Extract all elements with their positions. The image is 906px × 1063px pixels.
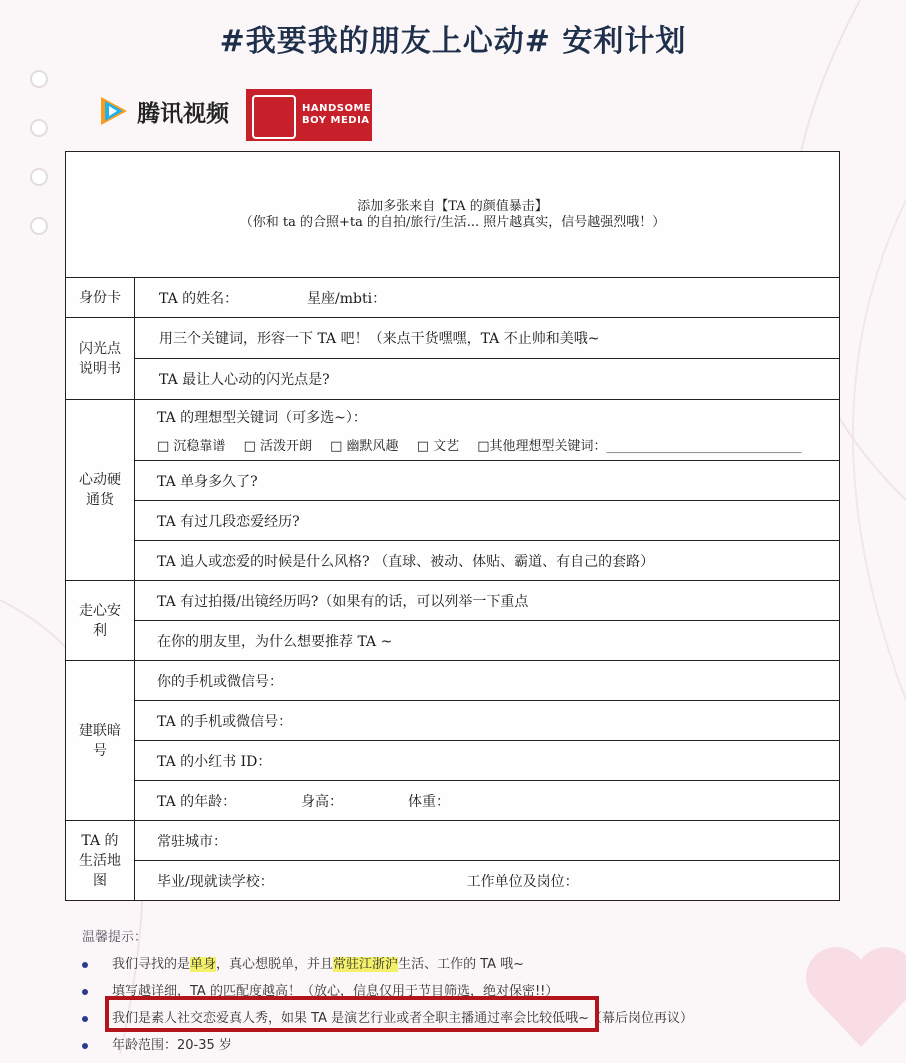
highlight-box xyxy=(105,996,599,1032)
label-recommend: 走心安利 xyxy=(66,581,135,661)
tencent-name: 腾讯视频 xyxy=(137,100,229,127)
ideal-type-field[interactable] xyxy=(135,400,840,461)
handsome-line2: BOY MEDIA xyxy=(302,115,370,126)
tencent-video-logo xyxy=(95,93,229,129)
tencent-play-icon xyxy=(95,93,131,129)
filming-experience-field[interactable]: TA 有过拍摄/出镜经历吗?（如果有的话，可以列举一下重点 xyxy=(135,581,840,621)
photo-line1: 添加多张来自【TA 的颜值暴击】 xyxy=(357,198,548,214)
seal-icon xyxy=(252,95,296,139)
tip-detail: 填写越详细，TA 的匹配度越高！（放心，信息仅用于节目筛选，绝对保密!!） xyxy=(82,982,693,1009)
label-heart: 心动硬通货 xyxy=(66,400,135,581)
name-zodiac-field[interactable] xyxy=(135,278,840,318)
option-other[interactable]: □其他理想型关键词：______________________________ xyxy=(477,438,802,454)
reason-field[interactable]: 在你的朋友里，为什么想要推荐 TA ~ xyxy=(135,621,840,661)
age-label: TA 的年龄： xyxy=(157,793,237,810)
job-label: 工作单位及岗位： xyxy=(466,873,579,890)
name-label: TA 的姓名： xyxy=(159,290,239,307)
heart-decoration-icon xyxy=(796,935,906,1055)
height-label: 身高： xyxy=(301,793,344,810)
label-id-card: 身份卡 xyxy=(66,278,135,318)
option-artsy[interactable]: □ 文艺 xyxy=(416,438,460,454)
zodiac-label: 星座/mbti： xyxy=(307,290,387,307)
tip1-highlight-single: 单身 xyxy=(190,957,217,972)
page-title: #我要我的朋友上心动# 安利计划 xyxy=(219,24,687,59)
photo-upload-area[interactable] xyxy=(66,152,840,278)
tip-show-type: 我们是素人社交恋爱真人秀，如果 TA 是演艺行业或者全职主播通过率会比较低哦~（幕后岗位再议） xyxy=(82,1009,693,1036)
label-flash: 闪光点说明书 xyxy=(66,318,135,400)
option-humor[interactable]: □ 幽默风趣 xyxy=(330,438,399,454)
tips-section xyxy=(82,926,693,1063)
application-form xyxy=(65,151,840,901)
tip1-part-c: ，真心想脱单，并且 xyxy=(216,957,334,972)
school-job-field[interactable] xyxy=(135,861,840,901)
ideal-type-label: TA 的理想型关键词（可多选~）： xyxy=(157,409,367,426)
city-field[interactable]: 常驻城市： xyxy=(135,821,840,861)
tip-age-range: 年龄范围：20-35 岁 xyxy=(82,1036,693,1063)
tip1-part-e: 生活、工作的 TA 哦~ xyxy=(398,957,525,972)
tip-single xyxy=(82,955,693,982)
ta-contact-field[interactable]: TA 的手机或微信号： xyxy=(135,701,840,741)
dating-style-field[interactable]: TA 追人或恋爱的时候是什么风格? （直球、被动、体贴、霸道、有自己的套路） xyxy=(135,541,840,581)
age-height-weight-field[interactable] xyxy=(135,781,840,821)
xiaohongshu-field[interactable]: TA 的小红书 ID： xyxy=(135,741,840,781)
label-life: TA 的生活地图 xyxy=(66,821,135,901)
tip1-highlight-region: 常驻江浙沪 xyxy=(333,957,399,972)
binder-holes xyxy=(30,70,48,266)
weight-label: 体重： xyxy=(407,793,450,810)
tip1-part-a: 我们寻找的是 xyxy=(112,957,191,972)
label-contact: 建联暗号 xyxy=(66,661,135,821)
school-label: 毕业/现就读学校： xyxy=(157,873,274,890)
your-contact-field[interactable]: 你的手机或微信号： xyxy=(135,661,840,701)
handsome-boy-logo xyxy=(246,89,372,141)
handsome-line1: HANDSOME xyxy=(302,103,372,114)
keywords-field[interactable]: 用三个关键词，形容一下 TA 吧！（来点干货嘿嘿，TA 不止帅和美哦~ xyxy=(135,318,840,359)
tips-heading: 温馨提示： xyxy=(82,930,148,945)
option-lively[interactable]: □ 活泼开朗 xyxy=(243,438,312,454)
relationship-count-field[interactable]: TA 有过几段恋爱经历? xyxy=(135,501,840,541)
option-steady[interactable]: □ 沉稳靠谱 xyxy=(157,438,226,454)
flash-point-field[interactable]: TA 最让人心动的闪光点是? xyxy=(135,359,840,400)
single-duration-field[interactable]: TA 单身多久了? xyxy=(135,461,840,501)
photo-line2: （你和 ta 的合照+ta 的自拍/旅行/生活... 照片越真实，信号越强烈哦！） xyxy=(239,214,666,230)
